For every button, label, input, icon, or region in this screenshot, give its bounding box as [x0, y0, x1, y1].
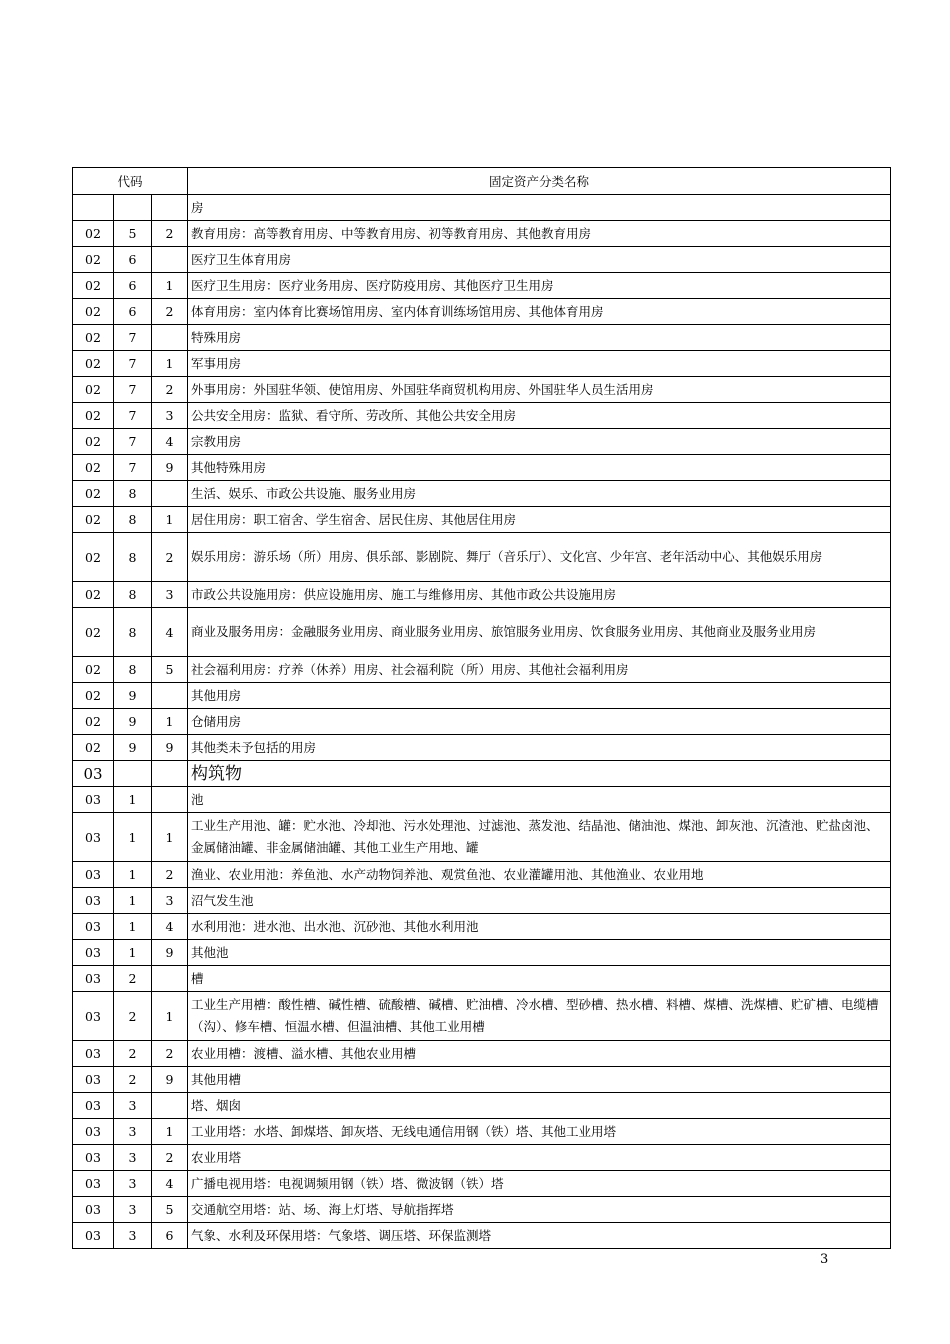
name-cell: 市政公共设施用房：供应设施用房、施工与维修用房、其他市政公共设施用房 — [188, 582, 891, 608]
name-cell: 教育用房：高等教育用房、中等教育用房、初等教育用房、其他教育用房 — [188, 221, 891, 247]
name-cell: 其他特殊用房 — [188, 455, 891, 481]
code-level3-cell: 4 — [152, 1171, 188, 1197]
code-level3-cell: 2 — [152, 377, 188, 403]
code-level1-cell: 02 — [73, 403, 114, 429]
code-level1-cell — [73, 195, 114, 221]
code-level3-cell: 9 — [152, 455, 188, 481]
code-level1-cell: 02 — [73, 709, 114, 735]
code-level2-cell: 3 — [114, 1171, 152, 1197]
code-level3-cell: 2 — [152, 1041, 188, 1067]
table-row — [73, 1197, 891, 1223]
code-level2-cell: 2 — [114, 966, 152, 992]
table-row — [73, 273, 891, 299]
code-level3-cell — [152, 761, 188, 787]
code-level2-cell: 5 — [114, 221, 152, 247]
code-level1-cell: 02 — [73, 273, 114, 299]
code-level1-cell: 02 — [73, 481, 114, 507]
code-level2-cell: 8 — [114, 507, 152, 533]
code-level3-cell: 2 — [152, 1145, 188, 1171]
table-row — [73, 247, 891, 273]
code-level1-cell: 03 — [73, 888, 114, 914]
code-level2-cell — [114, 195, 152, 221]
name-cell: 工业生产用槽：酸性槽、碱性槽、硫酸槽、碱槽、贮油槽、冷水槽、型砂槽、热水槽、料槽、煤槽、洗煤槽、贮矿槽、电缆槽（沟）、修车槽、恒温水槽、但温油槽、其他工业用槽 — [188, 992, 891, 1041]
table-row — [73, 608, 891, 657]
code-level2-cell — [114, 761, 152, 787]
name-cell: 娱乐用房：游乐场（所）用房、俱乐部、影剧院、舞厅（音乐厅）、文化宫、少年宫、老年活动中心、其他娱乐用房 — [188, 533, 891, 582]
table-row — [73, 683, 891, 709]
code-level1-cell: 02 — [73, 221, 114, 247]
code-level1-cell: 02 — [73, 455, 114, 481]
table-row — [73, 1145, 891, 1171]
code-level3-cell — [152, 247, 188, 273]
name-cell: 商业及服务用房：金融服务业用房、商业服务业用房、旅馆服务业用房、饮食服务业用房、其他商业及服务业用房 — [188, 608, 891, 657]
name-cell: 农业用塔 — [188, 1145, 891, 1171]
code-level1-cell: 02 — [73, 735, 114, 761]
code-level2-cell: 1 — [114, 940, 152, 966]
code-level2-cell: 3 — [114, 1093, 152, 1119]
code-level1-cell: 03 — [73, 1093, 114, 1119]
code-level1-cell: 03 — [73, 914, 114, 940]
code-level2-cell: 1 — [114, 914, 152, 940]
table-row — [73, 1067, 891, 1093]
name-cell: 构筑物 — [188, 761, 891, 787]
code-level1-cell: 03 — [73, 940, 114, 966]
table-row — [73, 377, 891, 403]
code-level2-cell: 7 — [114, 455, 152, 481]
table-row — [73, 429, 891, 455]
page-number: 3 — [820, 1252, 829, 1267]
name-cell: 池 — [188, 787, 891, 813]
name-cell: 沼气发生池 — [188, 888, 891, 914]
code-level2-cell: 7 — [114, 351, 152, 377]
table-row — [73, 761, 891, 787]
code-level2-cell: 1 — [114, 888, 152, 914]
code-level1-cell: 03 — [73, 1171, 114, 1197]
table-row — [73, 507, 891, 533]
name-cell: 军事用房 — [188, 351, 891, 377]
table-row — [73, 1119, 891, 1145]
code-level3-cell — [152, 787, 188, 813]
code-level1-cell: 03 — [73, 761, 114, 787]
name-cell: 其他类未予包括的用房 — [188, 735, 891, 761]
code-level2-cell: 1 — [114, 813, 152, 862]
code-level3-cell: 2 — [152, 862, 188, 888]
code-level2-cell: 2 — [114, 1067, 152, 1093]
code-level3-cell: 1 — [152, 1119, 188, 1145]
code-level1-cell: 02 — [73, 429, 114, 455]
code-level2-cell: 6 — [114, 247, 152, 273]
code-level1-cell: 03 — [73, 787, 114, 813]
code-level3-cell: 1 — [152, 507, 188, 533]
code-level2-cell: 1 — [114, 862, 152, 888]
code-level3-cell: 9 — [152, 735, 188, 761]
table-row — [73, 914, 891, 940]
code-level3-cell: 6 — [152, 1223, 188, 1249]
code-level1-cell: 03 — [73, 1067, 114, 1093]
name-cell: 仓储用房 — [188, 709, 891, 735]
code-level3-cell: 4 — [152, 429, 188, 455]
code-level1-cell: 03 — [73, 1223, 114, 1249]
code-level1-cell: 02 — [73, 325, 114, 351]
name-cell: 槽 — [188, 966, 891, 992]
table-row — [73, 888, 891, 914]
code-level2-cell: 8 — [114, 657, 152, 683]
name-cell: 居住用房：职工宿舍、学生宿舍、居民住房、其他居住用房 — [188, 507, 891, 533]
code-level1-cell: 02 — [73, 351, 114, 377]
table-row — [73, 533, 891, 582]
code-level2-cell: 9 — [114, 709, 152, 735]
code-level3-cell: 3 — [152, 888, 188, 914]
code-level1-cell: 02 — [73, 683, 114, 709]
code-level2-cell: 7 — [114, 403, 152, 429]
table-row — [73, 813, 891, 862]
table-row — [73, 1171, 891, 1197]
code-level2-cell: 8 — [114, 481, 152, 507]
code-level1-cell: 03 — [73, 813, 114, 862]
table-row — [73, 735, 891, 761]
code-level3-cell — [152, 195, 188, 221]
table-row — [73, 1041, 891, 1067]
table-row — [73, 221, 891, 247]
code-level2-cell: 1 — [114, 787, 152, 813]
code-level3-cell: 2 — [152, 299, 188, 325]
name-cell: 医疗卫生体育用房 — [188, 247, 891, 273]
name-cell: 公共安全用房：监狱、看守所、劳改所、其他公共安全用房 — [188, 403, 891, 429]
code-level1-cell: 03 — [73, 862, 114, 888]
table-header-row — [73, 168, 891, 195]
table-row — [73, 195, 891, 221]
code-level2-cell: 3 — [114, 1145, 152, 1171]
code-level3-cell: 1 — [152, 709, 188, 735]
name-cell: 其他用房 — [188, 683, 891, 709]
code-level3-cell — [152, 966, 188, 992]
code-level3-cell: 5 — [152, 1197, 188, 1223]
table-row — [73, 966, 891, 992]
code-level2-cell: 6 — [114, 299, 152, 325]
code-level2-cell: 7 — [114, 377, 152, 403]
code-level1-cell: 02 — [73, 657, 114, 683]
code-level2-cell: 9 — [114, 735, 152, 761]
table-row — [73, 1223, 891, 1249]
code-level1-cell: 02 — [73, 377, 114, 403]
code-level1-cell: 02 — [73, 608, 114, 657]
name-cell: 交通航空用塔：站、场、海上灯塔、导航指挥塔 — [188, 1197, 891, 1223]
code-level1-cell: 02 — [73, 299, 114, 325]
code-level2-cell: 7 — [114, 429, 152, 455]
table-row — [73, 940, 891, 966]
code-level1-cell: 02 — [73, 247, 114, 273]
code-level2-cell: 2 — [114, 1041, 152, 1067]
name-cell: 医疗卫生用房：医疗业务用房、医疗防疫用房、其他医疗卫生用房 — [188, 273, 891, 299]
header-code: 代码 — [73, 168, 188, 195]
code-level1-cell: 03 — [73, 992, 114, 1041]
code-level3-cell — [152, 1093, 188, 1119]
code-level1-cell: 02 — [73, 507, 114, 533]
asset-classification-table — [72, 167, 891, 1249]
code-level1-cell: 03 — [73, 966, 114, 992]
table-row — [73, 582, 891, 608]
table-row — [73, 709, 891, 735]
code-level2-cell: 3 — [114, 1223, 152, 1249]
name-cell: 外事用房：外国驻华领、使馆用房、外国驻华商贸机构用房、外国驻华人员生活用房 — [188, 377, 891, 403]
code-level3-cell: 9 — [152, 1067, 188, 1093]
table-row — [73, 455, 891, 481]
name-cell: 气象、水利及环保用塔：气象塔、调压塔、环保监测塔 — [188, 1223, 891, 1249]
code-level3-cell — [152, 683, 188, 709]
name-cell: 其他池 — [188, 940, 891, 966]
code-level1-cell: 02 — [73, 533, 114, 582]
code-level1-cell: 02 — [73, 582, 114, 608]
code-level3-cell: 1 — [152, 813, 188, 862]
name-cell: 农业用槽：渡槽、溢水槽、其他农业用槽 — [188, 1041, 891, 1067]
table-body — [73, 195, 891, 1249]
table-row — [73, 657, 891, 683]
table-row — [73, 403, 891, 429]
name-cell: 房 — [188, 195, 891, 221]
code-level2-cell: 8 — [114, 608, 152, 657]
table-row — [73, 992, 891, 1041]
table-row — [73, 481, 891, 507]
code-level2-cell: 3 — [114, 1119, 152, 1145]
name-cell: 塔、烟囱 — [188, 1093, 891, 1119]
name-cell: 体育用房：室内体育比赛场馆用房、室内体育训练场馆用房、其他体育用房 — [188, 299, 891, 325]
name-cell: 生活、娱乐、市政公共设施、服务业用房 — [188, 481, 891, 507]
name-cell: 社会福利用房：疗养（休养）用房、社会福利院（所）用房、其他社会福利用房 — [188, 657, 891, 683]
name-cell: 工业用塔：水塔、卸煤塔、卸灰塔、无线电通信用钢（铁）塔、其他工业用塔 — [188, 1119, 891, 1145]
name-cell: 水利用池：进水池、出水池、沉砂池、其他水利用池 — [188, 914, 891, 940]
table-row — [73, 351, 891, 377]
table-row — [73, 1093, 891, 1119]
name-cell: 广播电视用塔：电视调频用钢（铁）塔、微波钢（铁）塔 — [188, 1171, 891, 1197]
code-level3-cell: 1 — [152, 273, 188, 299]
code-level3-cell: 1 — [152, 992, 188, 1041]
header-name: 固定资产分类名称 — [188, 168, 891, 195]
table-row — [73, 299, 891, 325]
code-level2-cell: 6 — [114, 273, 152, 299]
table-row — [73, 862, 891, 888]
name-cell: 渔业、农业用池：养鱼池、水产动物饲养池、观赏鱼池、农业灌罐用池、其他渔业、农业用地 — [188, 862, 891, 888]
code-level3-cell — [152, 325, 188, 351]
code-level2-cell: 3 — [114, 1197, 152, 1223]
table-row — [73, 325, 891, 351]
code-level2-cell: 8 — [114, 582, 152, 608]
code-level3-cell: 5 — [152, 657, 188, 683]
code-level1-cell: 03 — [73, 1197, 114, 1223]
code-level3-cell: 4 — [152, 608, 188, 657]
code-level3-cell: 2 — [152, 533, 188, 582]
code-level3-cell: 4 — [152, 914, 188, 940]
code-level1-cell: 03 — [73, 1119, 114, 1145]
code-level1-cell: 03 — [73, 1041, 114, 1067]
code-level2-cell: 7 — [114, 325, 152, 351]
code-level1-cell: 03 — [73, 1145, 114, 1171]
code-level3-cell: 9 — [152, 940, 188, 966]
name-cell: 特殊用房 — [188, 325, 891, 351]
code-level3-cell — [152, 481, 188, 507]
code-level2-cell: 2 — [114, 992, 152, 1041]
name-cell: 其他用槽 — [188, 1067, 891, 1093]
code-level2-cell: 8 — [114, 533, 152, 582]
code-level2-cell: 9 — [114, 683, 152, 709]
name-cell: 工业生产用池、罐：贮水池、冷却池、污水处理池、过滤池、蒸发池、结晶池、储油池、煤池、卸灰池、沉渣池、贮盐卤池、金属储油罐、非金属储油罐、其他工业生产用地、罐 — [188, 813, 891, 862]
code-level3-cell: 3 — [152, 403, 188, 429]
table-row — [73, 787, 891, 813]
code-level3-cell: 2 — [152, 221, 188, 247]
code-level3-cell: 3 — [152, 582, 188, 608]
name-cell: 宗教用房 — [188, 429, 891, 455]
code-level3-cell: 1 — [152, 351, 188, 377]
